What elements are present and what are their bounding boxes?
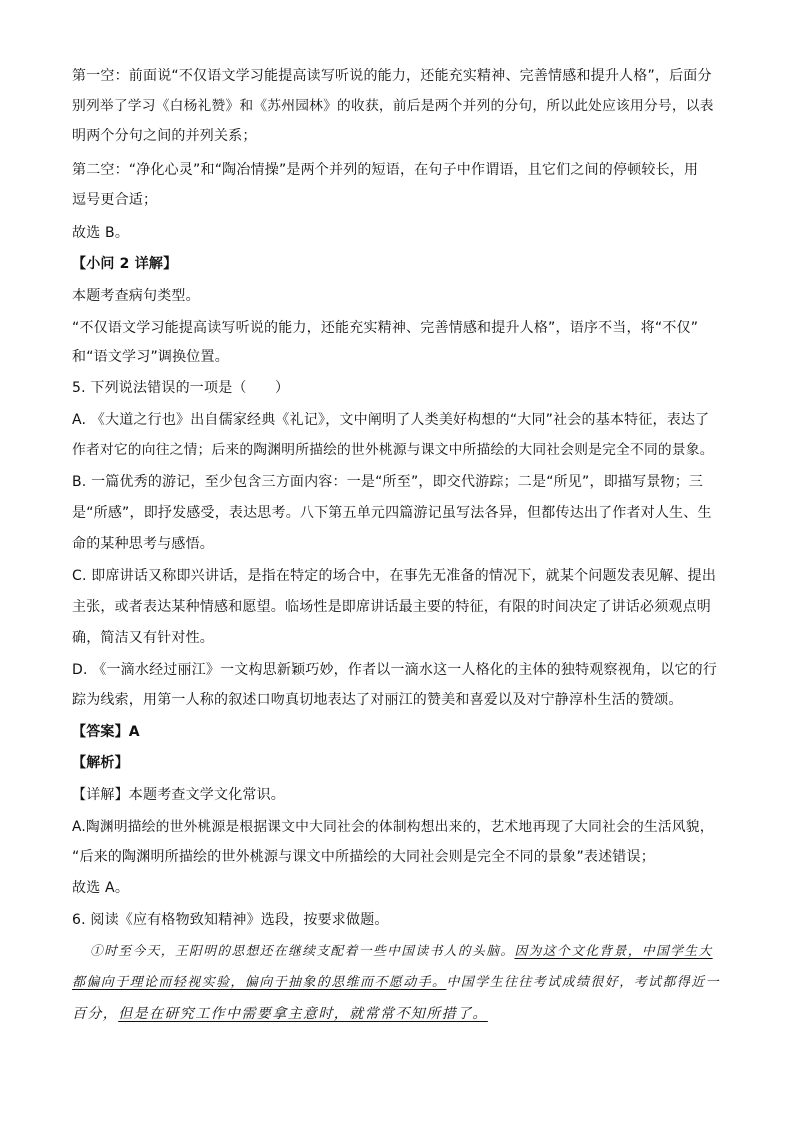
- text-line: 第二空：“净化心灵”和“陶冶情操”是两个并列的短语，在句子中作谓语，且它们之间的停顿较长，用: [72, 162, 699, 178]
- option-b-cont: 是“所感”，即抒发感受，表达思考。八下第五单元四篇游记虽写法各异，但都传达出了作者对人生、生: [72, 505, 712, 521]
- option-d: D. 《一滴水经过丽江》一文构思新颖巧妙，作者以一滴水这一人格化的主体的独特观察视角，以它的行: [72, 662, 718, 678]
- text-line: A.陶渊明描绘的世外桃源是根据课文中大同社会的体制构想出来的，艺术地再现了大同社会的生活风貌，: [72, 819, 714, 835]
- option-c-cont: 确，简洁又有针对性。: [72, 630, 214, 646]
- option-c-cont: 主张，或者表达某种情感和愿望。临场性是即席讲话最主要的特征，有限的时间决定了讲话必须观点明: [72, 599, 711, 615]
- text-line: 和“语文学习”调换位置。: [72, 349, 229, 365]
- question-title: 5. 下列说法错误的一项是（ ）: [72, 380, 290, 396]
- option-a: A. 《大道之行也》出自儒家经典《礼记》，文中阐明了人类美好构想的“大同”社会的基本特征，表达了: [72, 412, 710, 428]
- quote-line: [72, 973, 720, 993]
- text-line: 明两个分句之间的并列关系；: [72, 128, 257, 144]
- option-d-cont: 踪为线索，用第一人称的叙述口吻真切地表达了对丽江的赞美和喜爱以及对宁静淳朴生活的赞颂。: [72, 692, 683, 708]
- text-line: 逗号更合适；: [72, 192, 158, 208]
- quote-text: ①时至今天，王阳明的思想还在继续支配着一些中国读书人的头脑。: [90, 944, 515, 959]
- text-line: 【详解】本题考查文学文化常识。: [72, 787, 285, 803]
- quote-text: 中国学生往往考试成绩很好，考试都得近一: [446, 975, 721, 990]
- underlined-quote-text: 都偏向于理论而轻视实验，偏向于抽象的思维而不愿动手。: [72, 975, 447, 990]
- text-line: 本题考查病句类型。: [72, 288, 200, 304]
- text-line: “后来的陶渊明所描绘的世外桃源与课文中所描绘的大同社会则是完全不同的景象”表述错误；: [72, 849, 655, 865]
- quote-line: [90, 942, 720, 962]
- question-title: 6. 阅读《应有格物致知精神》选段，按要求做题。: [72, 912, 389, 928]
- section-heading: 【小问 2 详解】: [72, 256, 178, 272]
- answer-label: 【答案】A: [72, 724, 140, 740]
- quote-text: 百分，: [72, 1006, 119, 1022]
- analysis-label: 【解析】: [72, 755, 129, 771]
- option-a-cont: 作者对它的向往之情；后来的陶渊明所描绘的世外桃源与课文中所描绘的大同社会则是完全不同的景象。: [72, 442, 714, 458]
- text-line: 故选 A。: [72, 880, 130, 896]
- option-b: B. 一篇优秀的游记，至少包含三方面内容：一是“所至”，即交代游踪；二是“所见”，即描写景物；三: [72, 474, 704, 490]
- option-c: C. 即席讲话又称即兴讲话，是指在特定的场合中，在事先无准备的情况下，就某个问题发表见解、提出: [72, 568, 717, 584]
- underlined-quote-text: 因为这个文化背景，中国学生大: [514, 944, 713, 959]
- text-line: 故选 B。: [72, 225, 130, 241]
- text-line: “不仅语文学习能提高读写听说的能力，还能充实精神、完善情感和提升人格”，语序不当，将“不仅”: [72, 320, 699, 336]
- text-line: 第一空：前面说“不仅语文学习能提高读写听说的能力，还能充实精神、完善情感和提升人格”，后面分: [72, 68, 712, 84]
- option-b-cont: 命的某种思考与感悟。: [72, 536, 214, 552]
- text-line: 别列举了学习《白杨礼赞》和《苏州园林》的收获，前后是两个并列的分句，所以此处应该用分号，以表: [72, 98, 714, 114]
- quote-line: [72, 1004, 720, 1024]
- underlined-quote-text: 但是在研究工作中需要拿主意时，就常常不知所措了。: [118, 1006, 488, 1022]
